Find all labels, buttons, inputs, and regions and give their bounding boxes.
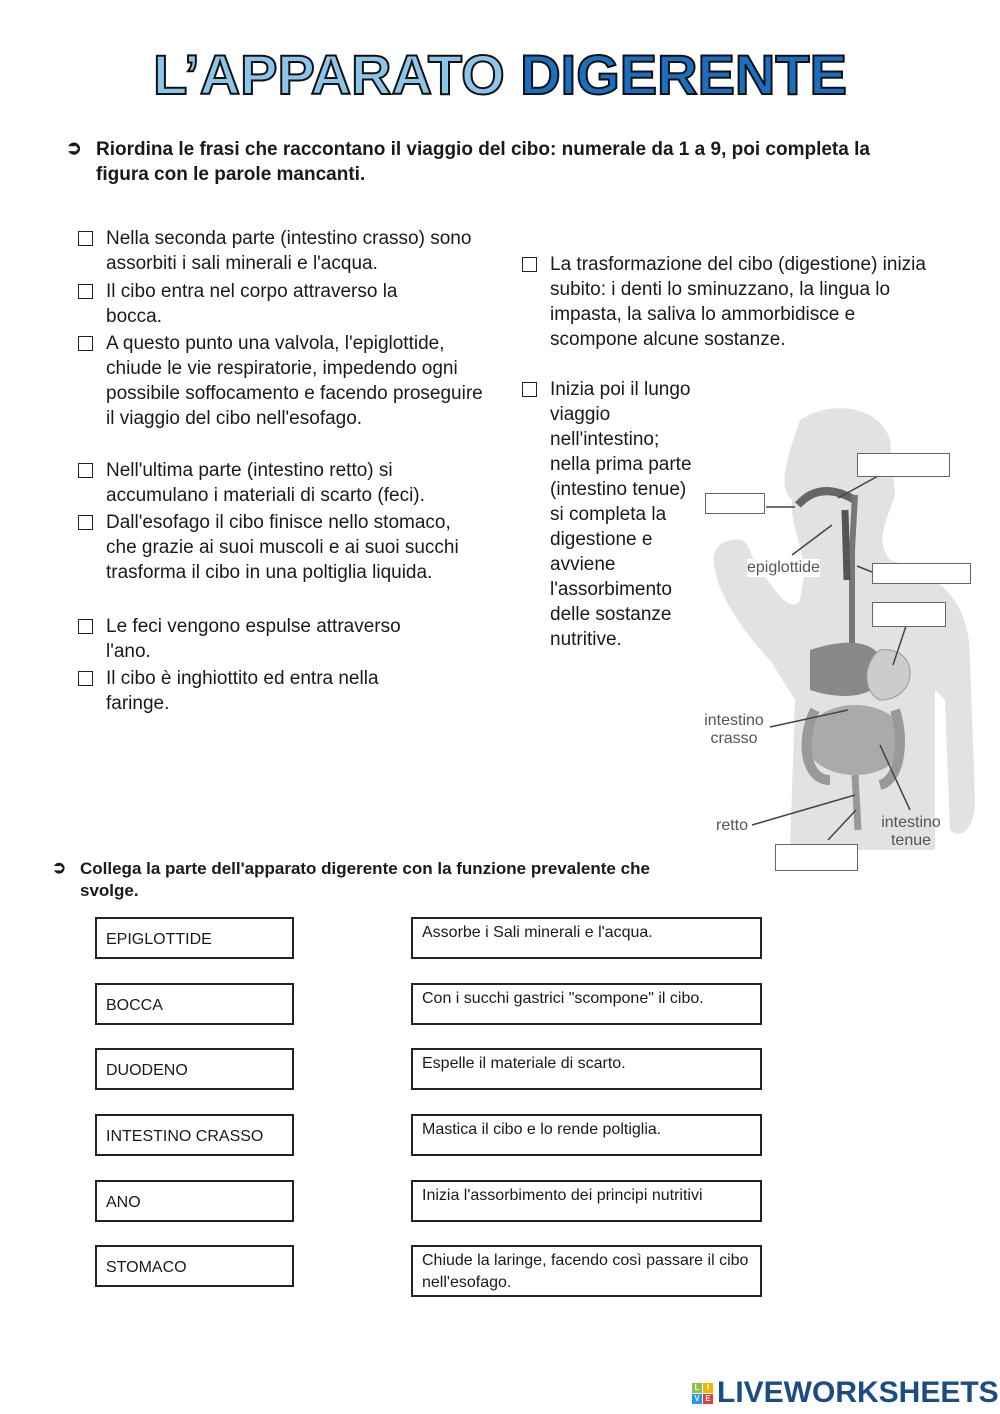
exercise2-instruction: Collega la parte dell'apparato digerente con la funzione prevalente che svolge.: [80, 859, 650, 900]
part-box[interactable]: EPIGLOTTIDE: [95, 917, 294, 959]
arrow-bullet-icon: ➲: [66, 138, 82, 159]
page-title: [0, 42, 1000, 107]
sentence-item: [522, 252, 940, 352]
label-tenue-line2: tenue: [890, 832, 932, 849]
part-box[interactable]: STOMACO: [95, 1245, 294, 1287]
function-box[interactable]: Mastica il cibo e lo rende poltiglia.: [411, 1114, 762, 1156]
logo-squares-icon: [692, 1383, 713, 1404]
sentence-text: Le feci vengono espulse attraverso l'ano.: [106, 616, 401, 662]
part-box[interactable]: INTESTINO CRASSO: [95, 1114, 294, 1156]
sentence-item: [78, 458, 446, 508]
exercise1-instruction: Riordina le frasi che raccontano il viaggio del cibo: numerale da 1 a 9, poi completa la figura con le parole mancanti.: [96, 139, 870, 185]
label-retto: retto: [716, 817, 749, 834]
order-checkbox[interactable]: [522, 257, 537, 272]
order-checkbox[interactable]: [78, 671, 93, 686]
sentence-text: Il cibo entra nel corpo attraverso la bocca.: [106, 281, 398, 327]
part-box[interactable]: BOCCA: [95, 983, 294, 1025]
label-crasso-line2: crasso: [710, 730, 758, 747]
order-checkbox[interactable]: [78, 336, 93, 351]
logo-letter: I: [703, 1383, 713, 1393]
order-checkbox[interactable]: [78, 463, 93, 478]
sentence-item: [78, 226, 476, 276]
function-box[interactable]: Chiude la laringe, facendo così passare il cibo nell'esofago.: [411, 1245, 762, 1297]
sentence-text: La trasformazione del cibo (digestione) inizia subito: i denti lo sminuzzano, la lingua lo impasta, la saliva lo ammorbidisce e scompone alcune sostanze.: [550, 254, 926, 350]
part-box[interactable]: ANO: [95, 1180, 294, 1222]
order-checkbox[interactable]: [78, 284, 93, 299]
order-checkbox[interactable]: [78, 619, 93, 634]
sentence-text: Inizia poi il lungo viaggio nell'intestino; nella prima parte (intestino tenue) si completa la digestione e avviene l'assorbimento delle sostanze nutritive.: [550, 379, 692, 650]
sentence-text: Nell'ultima parte (intestino retto) si accumulano i materiali di scarto (feci).: [106, 460, 425, 506]
diagram-input-ano[interactable]: [775, 844, 858, 871]
diagram-input-esofago[interactable]: [872, 563, 971, 584]
sentence-item: [78, 331, 491, 431]
logo-letter: E: [703, 1394, 713, 1404]
logo-letter: V: [692, 1394, 702, 1404]
order-checkbox[interactable]: [78, 231, 93, 246]
sentence-text: Nella seconda parte (intestino crasso) sono assorbiti i sali minerali e l'acqua.: [106, 228, 472, 274]
sentence-item: [78, 666, 436, 716]
sentence-text: A questo punto una valvola, l'epiglottide, chiude le vie respiratorie, impedendo ogni possibile soffocamento e facendo proseguire il viaggio del cibo nell'esofago.: [106, 333, 483, 429]
label-epiglottide: epiglottide: [747, 559, 820, 576]
function-box[interactable]: Espelle il materiale di scarto.: [411, 1048, 762, 1090]
sentence-item: [78, 510, 476, 585]
liveworksheets-logo: [692, 1376, 999, 1410]
function-box[interactable]: Inizia l'assorbimento dei principi nutritivi: [411, 1180, 762, 1222]
title-part2: DIGERENTE: [520, 43, 847, 106]
order-checkbox[interactable]: [78, 515, 93, 530]
diagram-input-bocca[interactable]: [705, 493, 765, 514]
label-tenue-line1: intestino: [881, 814, 941, 831]
logo-text: LIVEWORKSHEETS: [717, 1376, 999, 1409]
logo-letter: L: [692, 1383, 702, 1393]
sentence-item: [78, 614, 446, 664]
order-checkbox[interactable]: [522, 382, 537, 397]
sentence-text: Il cibo è inghiottito ed entra nella faringe.: [106, 668, 379, 714]
sentence-item: [78, 279, 436, 329]
title-part1: L’APPARATO: [153, 43, 505, 106]
function-box[interactable]: Con i succhi gastrici "scompone" il cibo.: [411, 983, 762, 1025]
function-box[interactable]: Assorbe i Sali minerali e l'acqua.: [411, 917, 762, 959]
label-intestino-crasso: [700, 712, 768, 748]
label-intestino-tenue: [876, 814, 946, 850]
part-box[interactable]: DUODENO: [95, 1048, 294, 1090]
diagram-input-stomaco[interactable]: [872, 602, 946, 627]
sentence-text: Dall'esofago il cibo finisce nello stomaco, che grazie ai suoi muscoli e ai suoi succhi trasforma il cibo in una poltiglia liquida.: [106, 512, 459, 583]
diagram-input-faringe[interactable]: [857, 453, 950, 477]
label-crasso-line1: intestino: [704, 712, 764, 729]
arrow-bullet-icon: ➲: [52, 858, 67, 877]
